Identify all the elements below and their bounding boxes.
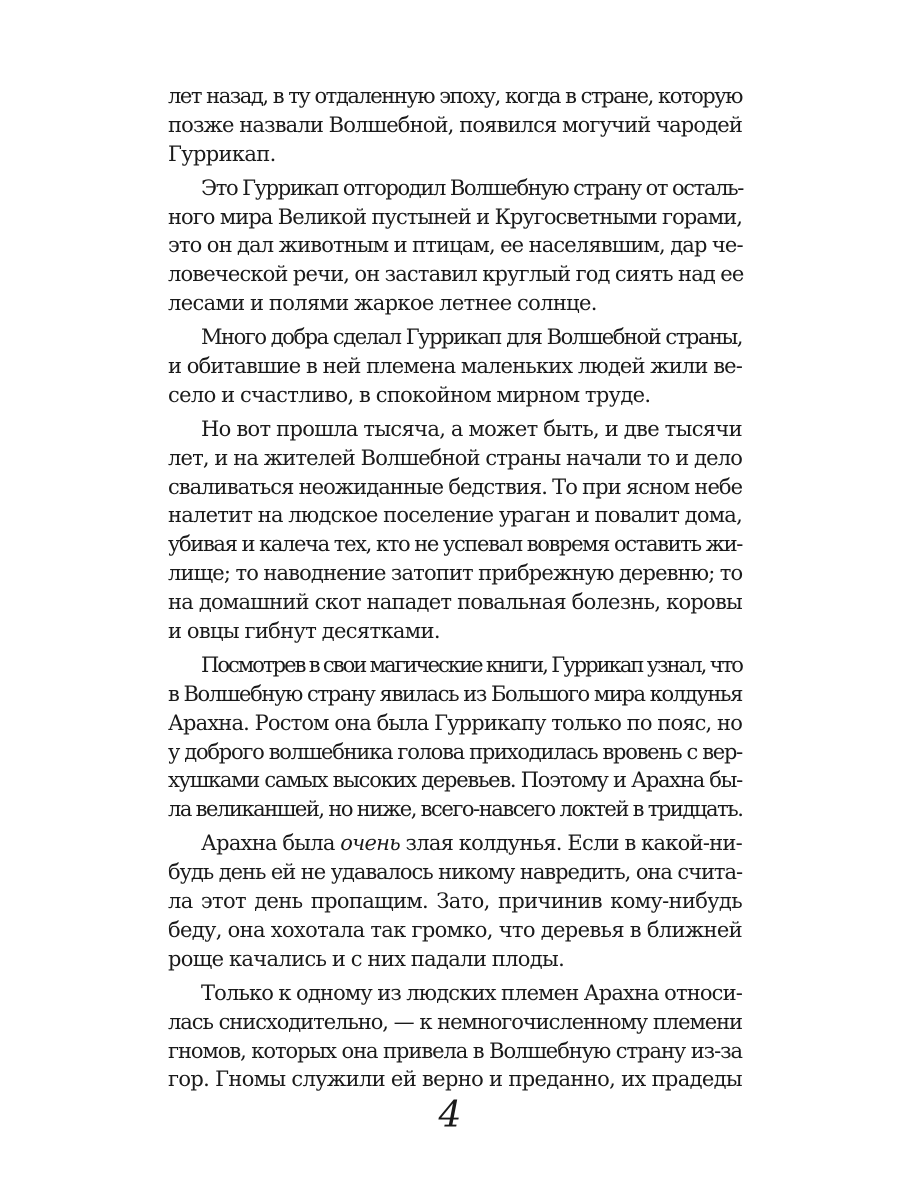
- text-line: в Волшебную страну явилась из Большого мира колдунья: [168, 681, 742, 706]
- text-line: у доброго волшебника голова приходилась вровень с вер-: [168, 739, 742, 764]
- text-line: ного мира Великой пустыней и Кругосветными горами,: [168, 204, 742, 229]
- text-line: и обитавшие в ней племена маленьких людей жили ве-: [168, 354, 742, 379]
- paragraph: [168, 651, 742, 824]
- page-number: 4: [438, 1095, 462, 1136]
- book-page-text: [168, 82, 742, 1094]
- paragraph: [168, 323, 742, 410]
- text-line: лище; то наводнение затопит прибрежную деревню; то: [168, 561, 743, 586]
- emphasis-text: очень: [340, 831, 400, 856]
- text-line: хушками самых высоких деревьев. Поэтому и Арахна бы-: [168, 768, 742, 793]
- text-line: лась снисходительно, — к немногочисленному племени: [168, 1009, 742, 1034]
- text-line: ла этот день пропащим. Зато, причинив кому-нибудь: [168, 889, 742, 914]
- text-line: сваливаться неожиданные бедствия. То при ясном небе: [168, 474, 743, 499]
- text-line: ловеческой речи, он заставил круглый год сиять над ее: [168, 262, 744, 287]
- text-line: Только к одному из людских племен Арахна относи-: [201, 980, 742, 1005]
- text-line: роще качались и с них падали плоды.: [168, 946, 565, 971]
- text-line: гномов, которых она привела в Волшебную страну из-за: [168, 1038, 742, 1063]
- text-line: [168, 829, 742, 858]
- text-line: лесами и полями жаркое летнее солнце.: [168, 291, 597, 316]
- text-line: ла великаншей, но ниже, всего-навсего локтей в тридцать.: [168, 797, 743, 822]
- text-run: злая колдунья. Если в какой-ни-: [399, 831, 743, 856]
- text-line: Много добра сделал Гуррикап для Волшебной страны,: [201, 325, 742, 350]
- text-line: беду, она хохотала так громко, что деревья в ближней: [168, 917, 742, 942]
- text-line: Гуррикап.: [168, 141, 276, 166]
- text-line: налетит на людское поселение ураган и повалит дома,: [168, 503, 742, 528]
- text-line: убивая и калеча тех, кто не успевал вовремя оставить жи-: [168, 532, 742, 557]
- paragraph: [168, 829, 742, 973]
- text-line: гор. Гномы служили ей верно и преданно, их прадеды: [168, 1067, 742, 1092]
- text-line: село и счастливо, в спокойном мирном труде.: [168, 382, 651, 407]
- paragraph: [168, 82, 742, 169]
- paragraph: [168, 415, 742, 646]
- text-line: позже назвали Волшебной, появился могучий чародей: [168, 112, 742, 137]
- text-line: лет назад, в ту отдаленную эпоху, когда в стране, которую: [168, 84, 742, 108]
- paragraph: [168, 979, 742, 1095]
- text-line: Это Гуррикап отгородил Волшебную страну от осталь-: [201, 175, 743, 200]
- text-line: и овцы гибнут десятками.: [168, 619, 440, 644]
- text-line: Посмотрев в свои магические книги, Гуррикап узнал, что: [201, 652, 742, 677]
- text-line: на домашний скот нападет повальная болезнь, коровы: [168, 590, 742, 615]
- text-run: Арахна была: [201, 831, 341, 856]
- text-line: Но вот прошла тысяча, а может быть, и две тысячи: [201, 416, 742, 441]
- text-line: лет, и на жителей Волшебной страны начали то и дело: [168, 445, 742, 470]
- text-line: это он дал животным и птицам, ее населявшим, дар че-: [168, 233, 743, 258]
- text-line: будь день ей не удавалось никому навредить, она счита-: [168, 860, 742, 885]
- paragraph: [168, 174, 742, 318]
- text-line: Арахна. Ростом она была Гуррикапу только по пояс, но: [168, 710, 742, 735]
